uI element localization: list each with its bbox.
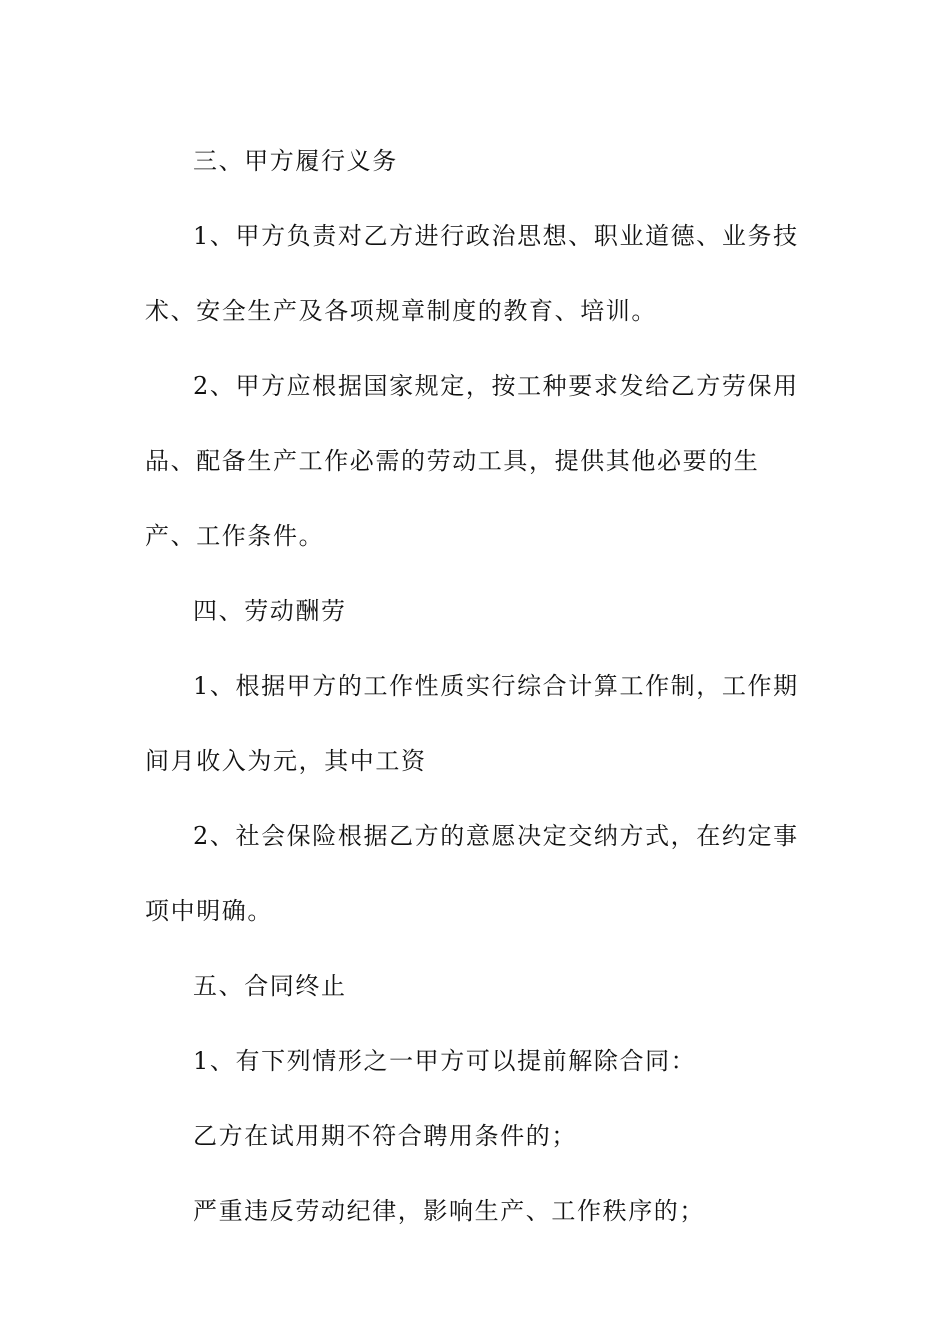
section-heading-termination: 五、合同终止 <box>193 972 347 1000</box>
paragraph-discipline: 严重违反劳动纪律，影响生产、工作秩序的； <box>193 1197 705 1225</box>
document-body <box>145 124 810 1249</box>
paragraph-termination-conditions: 1、有下列情形之一甲方可以提前解除合同： <box>193 1047 697 1075</box>
paragraph-working-hours: 1、根据甲方的工作性质实行综合计算工作制，工作期间月收入为元，其中工资 <box>145 672 799 775</box>
paragraph-probation: 乙方在试用期不符合聘用条件的； <box>193 1122 577 1150</box>
section-heading-remuneration: 四、劳动酬劳 <box>193 597 347 625</box>
paragraph-training: 1、甲方负责对乙方进行政治思想、职业道德、业务技术、安全生产及各项规章制度的教育、培训。 <box>145 222 799 325</box>
paragraph-social-insurance: 2、社会保险根据乙方的意愿决定交纳方式，在约定事项中明确。 <box>145 822 799 925</box>
section-heading-obligations: 三、甲方履行义务 <box>193 147 398 175</box>
paragraph-equipment: 2、甲方应根据国家规定，按工种要求发给乙方劳保用品、配备生产工作必需的劳动工具，提供其他必要的生产、工作条件。 <box>145 372 799 550</box>
